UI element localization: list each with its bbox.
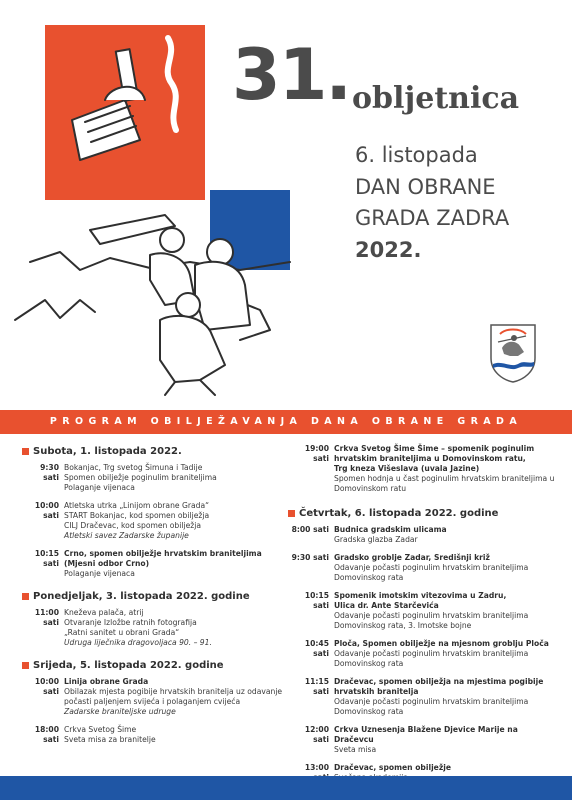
red-square-icon <box>22 448 29 455</box>
event-time: 18:00 sati <box>34 725 59 744</box>
event-row <box>288 677 558 717</box>
event-time: 9:30 sati <box>40 463 59 482</box>
anniversary-word: obljetnica <box>352 81 520 116</box>
event-body <box>334 591 558 631</box>
event-time: 10:15 sati <box>34 549 59 568</box>
event-body <box>334 525 558 545</box>
event-organizer: Zadarske braniteljske udruge <box>64 707 176 716</box>
event-organizer: Udruga liječnika dragovoljaca 90. – 91. <box>64 638 212 647</box>
event-time: 12:00 sati <box>304 725 329 744</box>
event-time: 19:00 sati <box>304 444 329 463</box>
day-label: Subota, 1. listopada 2022. <box>33 445 182 457</box>
event-line: Sveta misa <box>334 745 377 754</box>
day-heading <box>22 589 290 603</box>
event-body <box>334 639 558 669</box>
event-body <box>64 501 290 541</box>
event-time: 10:00 sati <box>34 677 59 696</box>
event-row <box>22 463 290 493</box>
event-row <box>288 591 558 631</box>
schedule-left-column <box>22 444 290 755</box>
event-row <box>288 525 558 545</box>
event-time: 10:15 sati <box>304 591 329 610</box>
event-row <box>22 608 290 648</box>
event-line: Bokanjac, Trg svetog Šimuna i Tadije <box>64 463 203 472</box>
event-title: Crkva Svetog Šime Šime – spomenik poginulim hrvatskim braniteljima u Domovinskom ratu, <box>334 444 535 463</box>
event-line: „Ratni sanitet u obrani Grada“ <box>64 628 180 637</box>
title-line-2: GRADA ZADRA <box>355 206 510 230</box>
event-row <box>288 553 558 583</box>
event-line: Sveta misa za branitelje <box>64 735 156 744</box>
event-title: Dračevac, spomen obilježja na mjestima pogibije hrvatskih branitelja <box>334 677 544 696</box>
event-date: 6. listopada <box>355 143 478 167</box>
event-body <box>64 677 290 717</box>
program-banner: PROGRAM OBILJEŽAVANJA DANA OBRANE GRADA <box>0 410 572 434</box>
day-heading <box>22 658 290 672</box>
event-row <box>288 725 558 755</box>
event-body <box>334 725 558 755</box>
event-body <box>64 463 290 493</box>
event-line: Spomen obilježje poginulim braniteljima <box>64 473 217 482</box>
event-row <box>288 444 558 494</box>
day-heading <box>22 444 290 458</box>
zadar-coat-of-arms-icon <box>488 322 538 384</box>
event-title: Ploča, Spomen obilježje na mjesnom groblju Ploča <box>334 639 549 648</box>
anniversary-number: 31. <box>232 34 351 116</box>
event-title: Ulica dr. Ante Starčevića <box>334 601 439 610</box>
event-line: Polaganje vijenaca <box>64 569 135 578</box>
red-square-icon <box>288 510 295 517</box>
event-body <box>334 553 558 583</box>
event-body <box>334 677 558 717</box>
event-time: 11:00 sati <box>34 608 59 627</box>
day-heading <box>288 506 558 520</box>
event-line: Otvaranje Izložbe ratnih fotografija <box>64 618 197 627</box>
event-title: Gradsko groblje Zadar, Središnji križ <box>334 553 490 562</box>
event-time: 9:30 sati <box>291 553 329 562</box>
red-square-icon <box>22 593 29 600</box>
event-row <box>22 501 290 541</box>
event-line: Odavanje počasti poginulim hrvatskim braniteljima Domovinskog rata <box>334 697 529 716</box>
event-row <box>288 639 558 669</box>
event-title: Crkva Uznesenja Blažene Djevice Marije na Dračevcu <box>334 725 518 744</box>
event-title: Linija obrane Grada <box>64 677 149 686</box>
event-organizer: Atletski savez Zadarske županije <box>64 531 189 540</box>
event-line: Atletska utrka „Linijom obrane Grada“ <box>64 501 210 510</box>
event-time: 13:00 <box>304 763 329 772</box>
event-row <box>22 549 290 579</box>
event-title: Dračevac, spomen obilježje <box>334 763 451 772</box>
event-line: CILJ Dračevac, kod spomen obilježja <box>64 521 201 530</box>
event-line: Obilazak mjesta pogibije hrvatskih branitelja uz odavanje počasti paljenjem svijeća i polaganjem cvijeća <box>64 687 283 706</box>
event-title: Budnica gradskim ulicama <box>334 525 447 534</box>
event-line: Crkva Svetog Šime <box>64 725 137 734</box>
event-line: Polaganje vijenaca <box>64 483 135 492</box>
event-line: Odavanje počasti poginulim hrvatskim braniteljima Domovinskog rata <box>334 649 529 668</box>
event-line: Spomen hodnja u čast poginulim hrvatskim braniteljima u Domovinskom ratu <box>334 474 555 493</box>
event-title: Crno, spomen obilježje hrvatskim braniteljima <box>64 549 262 558</box>
title-line-1: DAN OBRANE <box>355 175 496 199</box>
event-line: START Bokanjac, kod spomen obilježja <box>64 511 210 520</box>
event-body <box>64 608 290 648</box>
event-body <box>64 725 290 745</box>
event-line: Kneževa palača, atrij <box>64 608 144 617</box>
event-line: Odavanje počasti poginulim hrvatskim braniteljima Domovinskog rata, 3. Imotske bojne <box>334 611 529 630</box>
event-title: Spomenik imotskim vitezovima u Zadru, <box>334 591 507 600</box>
day-label: Četvrtak, 6. listopada 2022. godine <box>299 507 499 519</box>
event-body <box>334 444 558 494</box>
event-title: (Mjesni odbor Crno) <box>64 559 150 568</box>
event-line: Gradska glazba Zadar <box>334 535 418 544</box>
event-year: 2022. <box>355 238 422 262</box>
event-time: 8:00 sati <box>291 525 329 534</box>
event-line: Odavanje počasti poginulim hrvatskim braniteljima Domovinskog rata <box>334 563 529 582</box>
red-square-icon <box>22 662 29 669</box>
event-row <box>22 677 290 717</box>
day-label: Srijeda, 5. listopada 2022. godine <box>33 659 224 671</box>
bottom-blue-bar <box>0 776 572 800</box>
event-time: 11:15 sati <box>304 677 329 696</box>
event-time: 10:45 sati <box>304 639 329 658</box>
day-label: Ponedjeljak, 3. listopada 2022. godine <box>33 590 250 602</box>
event-title: Trg kneza Višeslava (uvala Jazine) <box>334 464 480 473</box>
event-row <box>22 725 290 745</box>
schedule-right-column <box>288 444 558 789</box>
event-body <box>64 549 290 579</box>
event-time: 10:00 sati <box>34 501 59 520</box>
